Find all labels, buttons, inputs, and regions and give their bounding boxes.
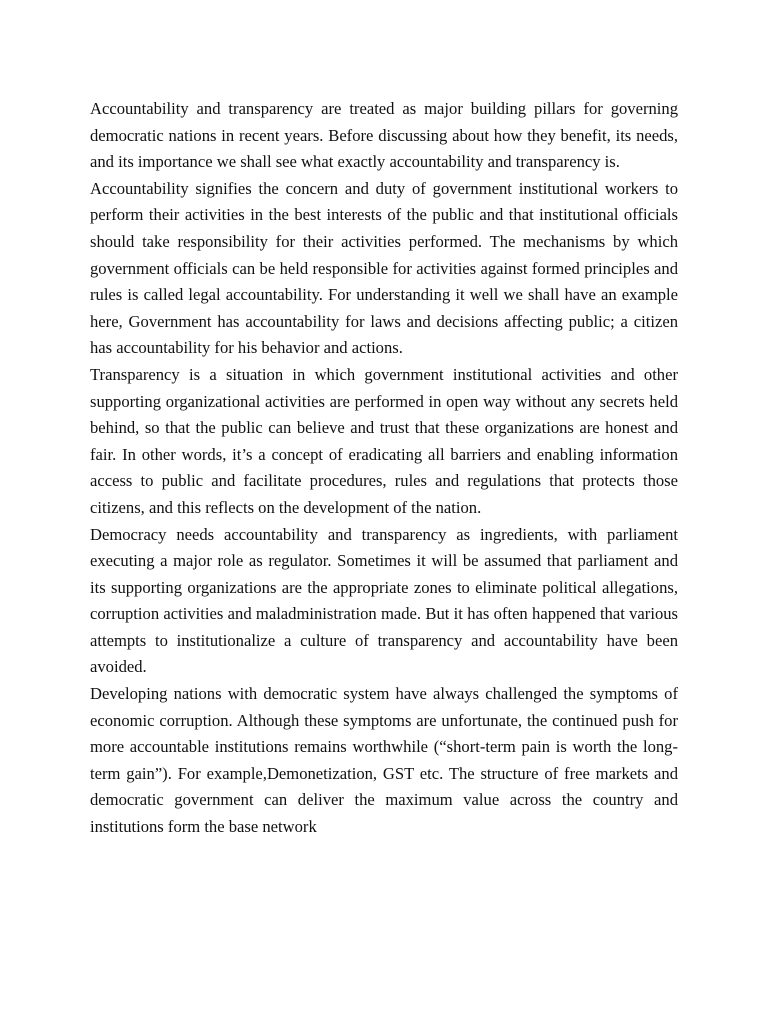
paragraph-developing-nations: Developing nations with democratic system have always challenged the symptoms of economic corruption. Although these symptoms are unfortunate, the continued push for more accountable institutions remains worthwhile (“short-term pain is worth the long-term gain”). For example,Demonetization, GST etc. The structure of free markets and democratic government can deliver the maximum value across the country and institutions form the base network xyxy=(90,684,678,837)
document-body xyxy=(90,96,678,841)
paragraph-transparency: Transparency is a situation in which government institutional activities and other supporting organizational activities are performed in open way without any secrets held behind, so that the public can believe and trust that these organizations are honest and fair. In other words, it’s a concept of eradicating all barriers and enabling information access to public and facilitate procedures, rules and regulations that protects those citizens, and this reflects on the development of the nation. xyxy=(90,364,678,517)
paragraph-accountability: Accountability signifies the concern and duty of government institutional workers to perform their activities in the best interests of the public and that institutional officials should take responsibility for their activities performed. The mechanisms by which government officials can be held responsible for activities against formed principles and rules is called legal accountability. For understanding it well we shall have an example here, Government has accountability for laws and decisions affecting public; a citizen has accountability for his behavior and actions. xyxy=(90,178,678,358)
paragraph-democracy: Democracy needs accountability and transparency as ingredients, with parliament executing a major role as regulator. Sometimes it will be assumed that parliament and its supporting organizations are the appropriate zones to eliminate political allegations, corruption activities and maladministration made. But it has often happened that various attempts to institutionalize a culture of transparency and accountability have been avoided. xyxy=(90,524,678,677)
paragraph-intro: Accountability and transparency are treated as major building pillars for governing democratic nations in recent years. Before discussing about how they benefit, its needs, and its importance we shall see what exactly accountability and transparency is. xyxy=(90,99,678,172)
